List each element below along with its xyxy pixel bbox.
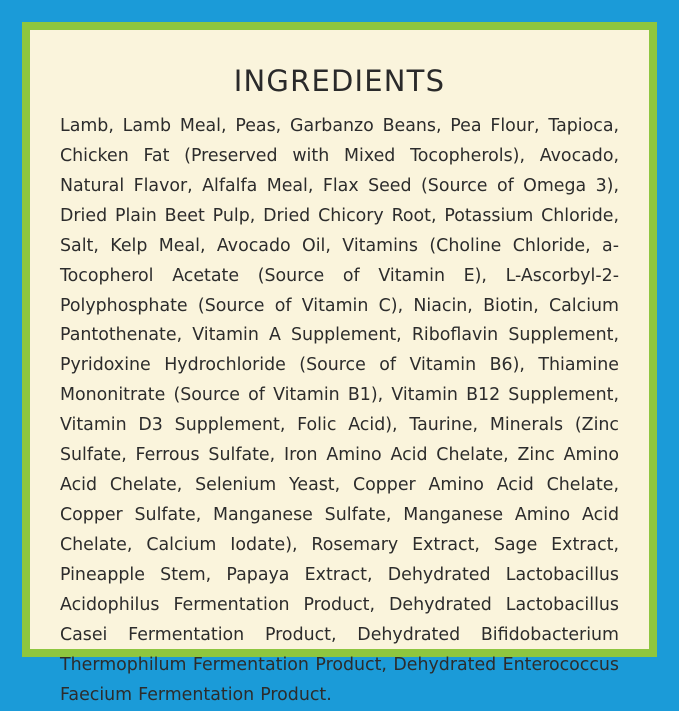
ingredients-list-text: Lamb, Lamb Meal, Peas, Garbanzo Beans, Pea Flour, Tapioca, Chicken Fat (Preserved with Mixed Tocopherols), Avocado, Natural Flavor, Alfalfa Meal, Flax Seed (Source of Omega 3), Dried Plain Beet Pulp, Dried Chicory Root, Potassium Chloride, Salt, Kelp Meal, Avocado Oil, Vitamins (Choline Chloride, a-Tocopherol Acetate (Source of Vitamin E), L-Ascorbyl-2-Polyphosphate (Source of Vitamin C), Niacin, Biotin, Calcium Pantothenate, Vitamin A Supplement, Riboflavin Supplement, Pyridoxine Hydrochloride (Source of Vitamin B6), Thiamine Mononitrate (Source of Vitamin B1), Vitamin B12 Supplement, Vitamin D3 Supplement, Folic Acid), Taurine, Minerals (Zinc Sulfate, Ferrous Sulfate, Iron Amino Acid Chelate, Zinc Amino Acid Chelate, Selenium Yeast, Copper Amino Acid Chelate, Copper Sulfate, Manganese Sulfate, Manganese Amino Acid Chelate, Calcium Iodate), Rosemary Extract, Sage Extract, Pineapple Stem, Papaya Extract, Dehydrated Lactobacillus Acidophilus Fermentation Product, Dehydrated Lactobacillus Casei Fermentation Product, Dehydrated Bifidobacterium Thermophilum Fermentation Product, Dehydrated Enterococcus Faecium Fermentation Product. xyxy=(60,115,619,705)
page-title: INGREDIENTS xyxy=(233,64,446,98)
ingredients-panel xyxy=(30,30,649,705)
ingredients-panel-border xyxy=(22,22,657,705)
